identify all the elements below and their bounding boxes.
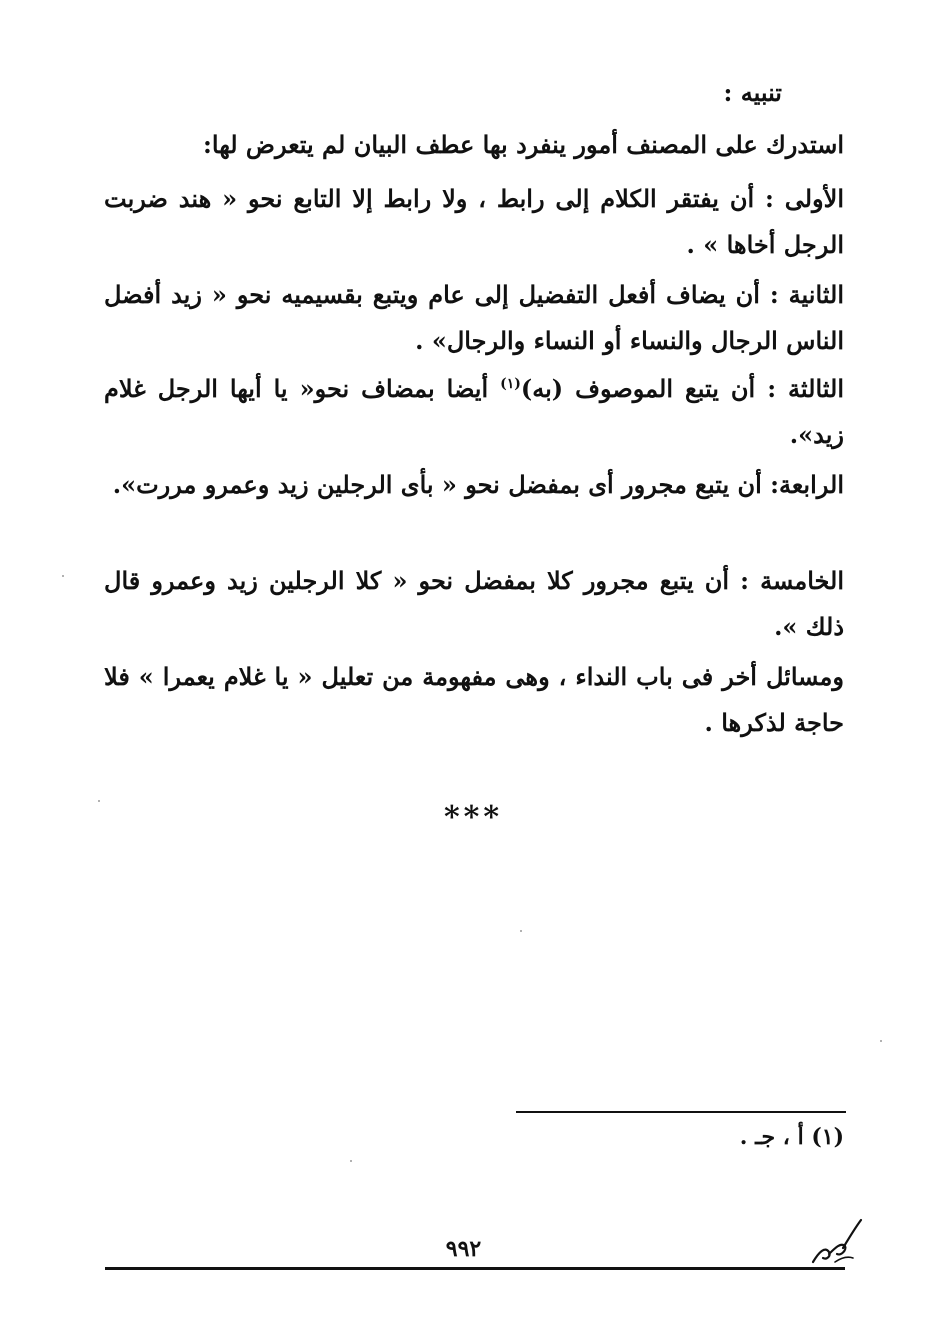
footnote: (١) أ ، جـ . bbox=[739, 1124, 844, 1150]
paragraph-fifth: الخامسة : أن يتبع مجرور كلا بمفضل نحو « كلا الرجلين زيد وعمرو قال ذلك ». bbox=[104, 566, 844, 641]
scan-speck bbox=[62, 575, 64, 577]
footnote-reference: (١) bbox=[500, 376, 521, 392]
scan-speck bbox=[350, 1160, 352, 1162]
section-separator bbox=[0, 800, 947, 835]
paragraph-third-before: الثالثة : أن يتبع الموصوف (به) bbox=[520, 374, 844, 403]
bottom-divider bbox=[105, 1267, 845, 1270]
separator-stars: *** bbox=[443, 800, 504, 835]
section-heading: تنبيه : bbox=[723, 78, 782, 107]
page-number: ٩٩٢ bbox=[445, 1236, 482, 1262]
paragraph-third-after: أيضا بمضاف نحو« يا أيها الرجل غلام زيد». bbox=[104, 374, 844, 449]
scan-speck bbox=[520, 930, 522, 932]
paragraph-fourth: الرابعة: أن يتبع مجرور أى بمفضل نحو « بأى الرجلين زيد وعمرو مررت». bbox=[112, 470, 844, 499]
scan-speck bbox=[880, 1040, 882, 1042]
footnote-divider bbox=[516, 1111, 846, 1113]
paragraph-second: الثانية : أن يضاف أفعل التفضيل إلى عام ويتبع بقسيميه نحو « زيد أفضل الناس الرجال والنساء أو النساء والرجال» . bbox=[104, 280, 844, 355]
paragraph-third bbox=[104, 366, 844, 458]
handwritten-signature bbox=[805, 1212, 865, 1272]
paragraph-intro: استدرك على المصنف أمور ينفرد بها عطف البيان لم يتعرض لها: bbox=[203, 130, 844, 159]
paragraph-sixth: ومسائل أخر فى باب النداء ، وهى مفهومة من تعليل « يا غلام يعمرا » فلا حاجة لذكرها . bbox=[104, 662, 844, 737]
paragraph-first: الأولى : أن يفتقر الكلام إلى رابط ، ولا رابط إلا التابع نحو « هند ضربت الرجل أخاها » . bbox=[104, 184, 844, 259]
